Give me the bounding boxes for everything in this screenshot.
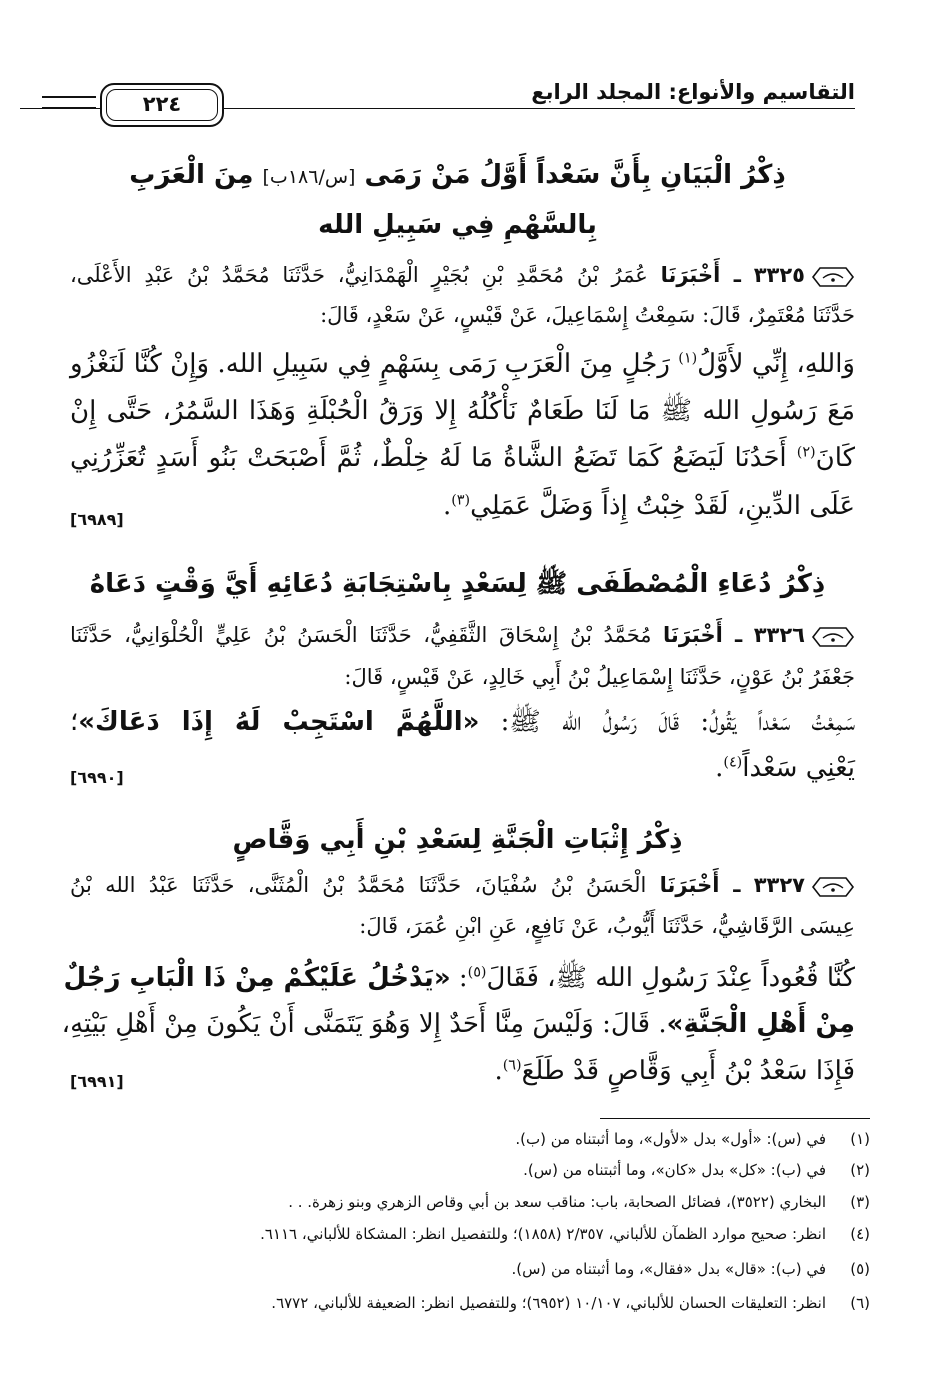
khabar-ornament-icon (811, 624, 855, 650)
isnad-line: عِيسَى الرَّقَاشِيُّ، حَدَّثَنَا أَيُّوبُ، عَنْ نَافِعٍ، عَنِ ابْنِ عُمَرَ، قَالَ: (359, 914, 855, 938)
footnote (271, 1294, 870, 1312)
matn-text: يَعْنِي سَعْداً (742, 753, 855, 783)
hadith-number: ٣٣٢٧ (753, 873, 805, 897)
prophetic-quote: مِنْ أَهْلِ الْجَنَّةِ» (666, 1009, 855, 1039)
isnad-text: مُحَمَّدُ بْنُ إِسْحَاقَ الثَّقَفِيُّ، حَدَّثَنَا الْحَسَنُ بْنُ عَلِيٍّ الْحُلْوَانِيُّ، حَدَّثَنَا (70, 623, 652, 647)
hadith-reference: [٦٩٩٠] (70, 768, 124, 787)
akhbarana: ـ أَخْبَرَنَا (659, 873, 741, 897)
isnad-line: جَعْفَرُ بْنُ عَوْنٍ، حَدَّثَنَا إِسْمَاعِيلُ بْنُ أَبِي خَالِدٍ، عَنْ قَيْسٍ، قَالَ: (344, 665, 855, 689)
footnote-marker: (١) (678, 350, 698, 367)
hadith-reference: [٦٩٩١] (70, 1072, 124, 1091)
prophetic-quote: «اللَّهُمَّ اسْتَجِبْ لَهُ إِذَا دَعَاكَ» (78, 707, 480, 737)
manuscript-marker: [س/١٨٦ب] (262, 166, 356, 188)
section-heading (60, 160, 855, 190)
footnote-text: البخاري (٣٥٢٢)، فضائل الصحابة، باب: مناقب سعد بن أبي وقاص الزهري وبنو زهرة. . . (288, 1193, 826, 1211)
matn-text: رَجُلٍ مِنَ الْعَرَبِ رَمَى بِسَهْمٍ فِي سَبِيلِ الله. وَإِنْ كُنَّا لَنَغْزُو (70, 349, 679, 379)
matn-line: مَعَ رَسُولِ الله ﷺ مَا لَنَا طَعَامٌ نَأْكُلُهُ إِلا وَرَقُ الْحُبْلَةِ وَهَذَا السَّمُرُ، حَتَّى إِنْ (70, 396, 855, 426)
footnote-text: في (ب): «كل» بدل «كان»، وما أثبتناه من (س). (523, 1161, 826, 1179)
heading-text: ذِكْرُ الْبَيَانِ بِأَنَّ سَعْداً أَوَّلُ مَنْ رَمَى (364, 160, 786, 190)
footnote-marker: (٤) (723, 754, 743, 771)
isnad-text: عُمَرُ بْنُ مُحَمَّدِ بْنِ بُجَيْرٍ الْهَمْدَانِيُّ، حَدَّثَنَا مُحَمَّدُ بْنُ عَبْدِ الأَعْلَى، (70, 263, 648, 287)
isnad-line (70, 872, 855, 900)
matn-line (61, 1008, 855, 1042)
footnote-text: في (س): «أول» بدل «لأول»، وما أثبتناه من (ب). (515, 1130, 826, 1148)
matn-text: كَانَ (815, 443, 855, 473)
matn-line (70, 706, 855, 740)
akhbarana: ـ أَخْبَرَنَا (660, 263, 741, 287)
footnote-text: انظر: صحيح موارد الظمآن للألباني، ٢/٣٥٧ (١٨٥٨)؛ وللتفصيل انظر: المشكاة للألباني، ٦١١٦. (260, 1225, 826, 1243)
hadith-number: ٣٣٢٥ (753, 263, 805, 287)
footnote-marker: (٢) (796, 444, 816, 461)
footnote-number: (٦) (850, 1294, 870, 1312)
section-heading: ذِكْرُ دُعَاءِ الْمُصْطَفَى ﷺ لِسَعْدٍ بِاسْتِجَابَةِ دُعَائِهِ أَيَّ وَقْتٍ دَعَاهُ (89, 569, 826, 599)
footnote-marker: (٥) (467, 964, 487, 981)
matn-line (70, 348, 855, 382)
matn-line: يَعْنِي سَعْداً$^{(٤)}$. (715, 753, 855, 783)
footnote-number: (١) (850, 1130, 870, 1148)
hadith-reference: [٦٩٨٩] (70, 510, 124, 529)
matn-text: فَإِذَا سَعْدُ بْنُ أَبِي وَقَّاصٍ قَدْ طَلَعَ (521, 1056, 855, 1086)
footnote-marker: (٣) (451, 492, 471, 509)
section-heading-line2: بِالسَّهْمِ فِي سَبِيلِ الله (318, 210, 597, 240)
isnad-line (70, 262, 855, 290)
heading-text: مِنَ الْعَرَبِ (129, 160, 254, 190)
footnote (288, 1193, 870, 1211)
khabar-ornament-icon (811, 874, 855, 900)
matn-text: . قَالَ: وَلَيْسَ مِنَّا أَحَدٌ إِلا وَهُوَ يَتَمَنَّى أَنْ يَكُونَ مِنْ أَهْلِ بَيْتِهِ، (61, 1009, 667, 1039)
akhbarana: ـ أَخْبَرَنَا (663, 623, 743, 647)
matn-text: . (494, 1056, 503, 1086)
matn-text: وَاللهِ، إِنِّي لأَوَّلُ (697, 349, 855, 379)
matn-text: عَلَى الدِّينِ، لَقَدْ خِبْتُ إِذاً وَضَلَّ عَمَلِي (470, 491, 855, 521)
matn-line (70, 1055, 855, 1089)
page-number: ٢٢٤ (142, 92, 182, 116)
running-title: التقاسيم والأنواع: المجلد الرابع (531, 80, 855, 104)
footnote-number: (٢) (850, 1161, 870, 1179)
matn-line (70, 442, 855, 476)
matn-text: أَحَدُنَا لَيَضَعُ كَمَا تَضَعُ الشَّاةُ مَا لَهُ خِلْطٌ، ثُمَّ أَصْبَحَتْ بَنُو أَسَدٍ تُعَزِّرُنِي (70, 443, 797, 473)
matn-text: كُنَّا قُعُوداً عِنْدَ رَسُولِ الله ﷺ، فَقَالَ (486, 963, 855, 993)
footnote (515, 1130, 870, 1148)
matn-text: . (442, 491, 452, 521)
isnad-text: الْحَسَنُ بْنُ سُفْيَانَ، حَدَّثَنَا مُحَمَّدُ بْنُ الْمُثَنَّى، حَدَّثَنَا عَبْدُ الله بْنُ (70, 873, 647, 897)
khabar-ornament-icon (811, 264, 855, 290)
prophetic-quote: «يَدْخُلُ عَلَيْكُمْ مِنْ ذَا الْبَابِ رَجُلٌ (63, 963, 451, 993)
footnote-number: (٣) (850, 1193, 870, 1211)
page-number-frame (100, 83, 224, 127)
isnad-line: حَدَّثَنَا مُعْتَمِرٌ، قَالَ: سَمِعْتُ إِسْمَاعِيلَ، عَنْ قَيْسٍ، عَنْ سَعْدٍ، قَالَ: (320, 303, 855, 327)
footnote (523, 1161, 870, 1179)
footnote-separator (600, 1118, 870, 1119)
footnote-marker: (٦) (502, 1057, 522, 1074)
matn-text: ؛ (70, 707, 79, 737)
footnote-number: (٤) (850, 1225, 870, 1243)
footnote (512, 1260, 871, 1278)
footnote-text: في (ب): «قال» بدل «فقال»، وما أثبتناه من (س). (511, 1260, 826, 1278)
matn-text: : (450, 963, 468, 993)
isnad-line (70, 622, 855, 650)
section-heading: ذِكْرُ إِثْبَاتِ الْجَنَّةِ لِسَعْدِ بْنِ أَبِي وَقَّاصٍ (232, 825, 683, 855)
matn-line (63, 962, 855, 996)
matn-text: سَمِعْتُ سَعْداً يَقُولُ: قَالَ رَسُولُ الله ﷺ: (479, 707, 855, 737)
footnote (260, 1225, 870, 1243)
footnote-number: (٥) (850, 1260, 870, 1278)
hadith-number: ٣٣٢٦ (753, 623, 805, 647)
matn-line (70, 490, 855, 524)
footnote-text: انظر: التعليقات الحسان للألباني، ١٠/١٠٧ (٦٩٥٢)؛ وللتفصيل انظر: الضعيفة للألباني، ٦٧٧٢. (271, 1294, 826, 1312)
